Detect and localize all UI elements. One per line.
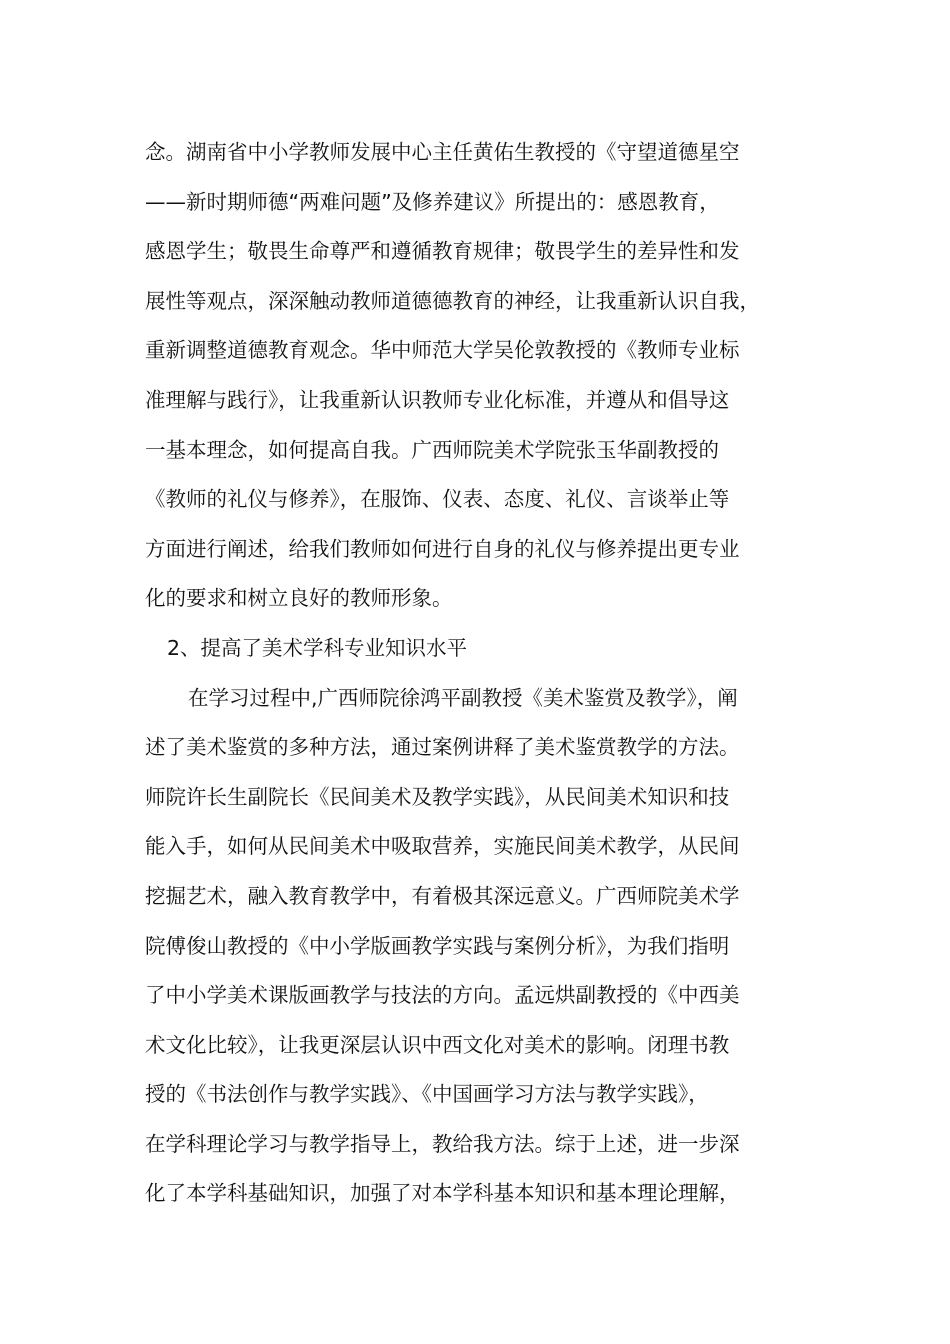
text-line: 准理解与践行》，让我重新认识教师专业化标准，并遵从和倡导这 <box>145 387 730 412</box>
text-line: 了中小学美术课版画教学与技法的方向。孟远烘副教授的《中西美 <box>145 983 740 1008</box>
text-line: 述了美术鉴赏的多种方法，通过案例讲释了美术鉴赏教学的方法。 <box>145 735 740 760</box>
document-body <box>145 128 825 1219</box>
text-line: 院傅俊山教授的《中小学版画教学实践与案例分析》，为我们指明 <box>145 933 730 958</box>
text-line: 化了本学科基础知识，加强了对本学科基本知识和基本理论理解， <box>145 1181 740 1206</box>
text-line: 《教师的礼仪与修养》，在服饰、仪表、态度、礼仪、言谈举止等 <box>145 487 730 512</box>
text-line: 念。湖南省中小学教师发展中心主任黄佑生教授的《守望道德星空 <box>145 140 740 164</box>
text-line: 化的要求和树立良好的教师形象。 <box>145 586 453 611</box>
paragraph-professional-ethics <box>145 128 825 624</box>
paragraph-art-knowledge <box>145 674 825 1220</box>
text-line: 挖掘艺术，融入教育教学中，有着极其深远意义。广西师院美术学 <box>145 883 740 908</box>
section-heading: 2、提高了美术学科专业知识水平 <box>167 635 468 660</box>
text-line: 能入手，如何从民间美术中吸取营养，实施民间美术教学，从民间 <box>145 834 740 859</box>
text-line: ——新时期师德“两难问题”及修养建议》所提出的：感恩教育， <box>145 189 720 214</box>
text-line: 展性等观点，深深触动教师道德德教育的神经，让我重新认识自我， <box>145 288 760 313</box>
text-line: 在学习过程中,广西师院徐鸿平副教授《美术鉴赏及教学》，阐 <box>188 685 738 710</box>
text-line: 一基本理念，如何提高自我。广西师院美术学院张玉华副教授的 <box>145 437 719 462</box>
text-line: 术文化比较》，让我更深层认识中西文化对美术的影响。闭理书教 <box>145 1032 730 1057</box>
text-line: 感恩学生；敬畏生命尊严和遵循教育规律；敬畏学生的差异性和发 <box>145 239 740 264</box>
text-line: 方面进行阐述，给我们教师如何进行自身的礼仪与修养提出更专业 <box>145 536 740 561</box>
text-line: 重新调整道德教育观念。华中师范大学吴伦敦教授的《教师专业标 <box>145 338 740 363</box>
text-line: 授的《书法创作与教学实践》、《中国画学习方法与教学实践》， <box>145 1082 709 1107</box>
text-line: 在学科理论学习与教学指导上，教给我方法。综于上述，进一步深 <box>145 1131 740 1156</box>
text-line: 师院许长生副院长《民间美术及教学实践》，从民间美术知识和技 <box>145 784 730 809</box>
